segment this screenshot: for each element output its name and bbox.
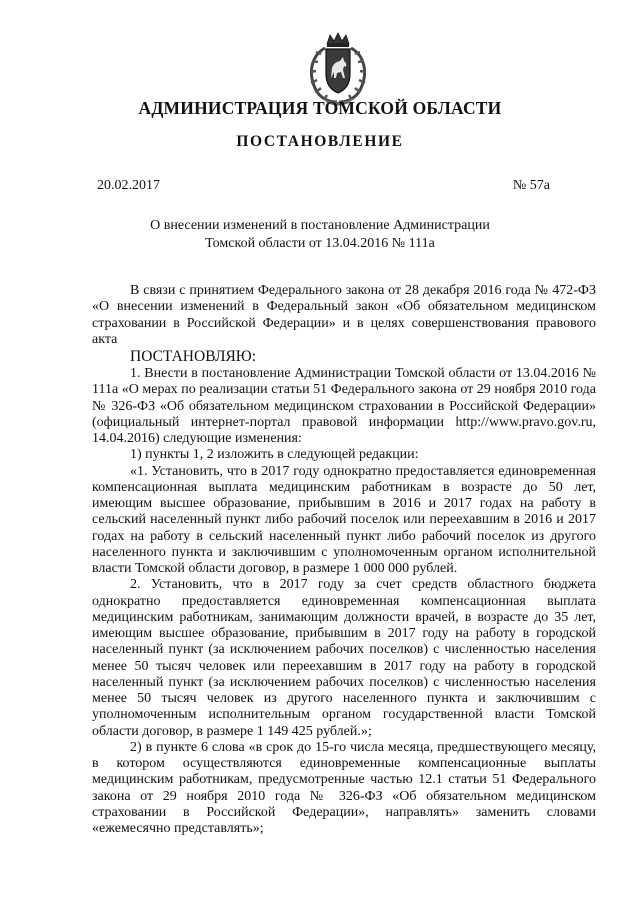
subject-line-1: О внесении изменений в постановление Администрации bbox=[150, 218, 490, 233]
organization-title: АДМИНИСТРАЦИЯ ТОМСКОЙ ОБЛАСТИ bbox=[138, 98, 502, 118]
resolve-heading: ПОСТАНОВЛЯЮ: bbox=[130, 348, 257, 365]
document-type-title: ПОСТАНОВЛЕНИЕ bbox=[236, 133, 404, 150]
new-item-1-paragraph: «1. Установить, что в 2017 году однократно предоставляется единовременная компенсационная выплата медицинским работникам в возрасте до 50 лет, имеющим высшее образование, прибывшим в 2016 и 2017 годах на работу в сельский населенный пункт либо рабочий поселок или переехавшим в 2016 и 2017 годах на работу в сельский населенный пункт либо рабочий поселок из другого населенного пункта и заключившим с уполномоченным органом исполнительной власти Томской области договор, в размере 1 000 000 рублей. bbox=[92, 463, 596, 576]
subclause-2-paragraph: 2) в пункте 6 слова «в срок до 15-го числа месяца, предшествующего месяцу, в котором осуществляются единовременные компенсационные выплаты медицинским работникам, предусмотренные частью 12.1 статьи 51 Федерального закона от 29 ноября 2010 года № 326-ФЗ «Об обязательном медицинском страховании в Российской Федерации», направлять» заменить словами «ежемесячно представлять»; bbox=[92, 739, 596, 836]
preamble-paragraph: В связи с принятием Федерального закона от 28 декабря 2016 года № 472-ФЗ «О внесении изменений в Федеральный закон «Об обязательном медицинском страховании в Российской Федерации» и в целях совершенствования правового акта bbox=[92, 283, 596, 347]
document-number: № 57а bbox=[512, 178, 550, 193]
subject-line-2: Томской области от 13.04.2016 № 111а bbox=[205, 236, 435, 251]
document-subject bbox=[0, 217, 640, 253]
subclause-1-paragraph: 1) пункты 1, 2 изложить в следующей редакции: bbox=[130, 447, 419, 463]
new-item-2-paragraph: 2. Установить, что в 2017 году за счет средств областного бюджета однократно предоставляется единовременная компенсационная выплата медицинским работникам, занимающим должности врачей, в возрасте до 35 лет, имеющим высшее образование, прибывшим в 2017 году на работу в городской населенный пункт (за исключением рабочих поселков) с численностью населения менее 50 тысяч человек или переехавшим в 2017 году на работу в городской населенный пункт (за исключением рабочих поселков) с численностью населения менее 50 тысяч человек из другого населенного пункта и заключившим с уполномоченным исполнительным органом государственной власти Томской области договор, в размере 1 149 425 рублей.»; bbox=[92, 577, 596, 739]
document-date: 20.02.2017 bbox=[97, 178, 160, 193]
coat-of-arms-icon bbox=[299, 30, 377, 106]
document-body bbox=[92, 283, 596, 837]
clause-1-paragraph: 1. Внести в постановление Администрации Томской области от 13.04.2016 № 111а «О мерах по реализации статьи 51 Федерального закона от 29 ноября 2010 года № 326-ФЗ «Об обязательном медицинском страховании в Российской Федерации» (официальный интернет-портал правовой информации http://www.pravo.gov.ru, 14.04.2016) следующие изменения: bbox=[92, 366, 596, 446]
